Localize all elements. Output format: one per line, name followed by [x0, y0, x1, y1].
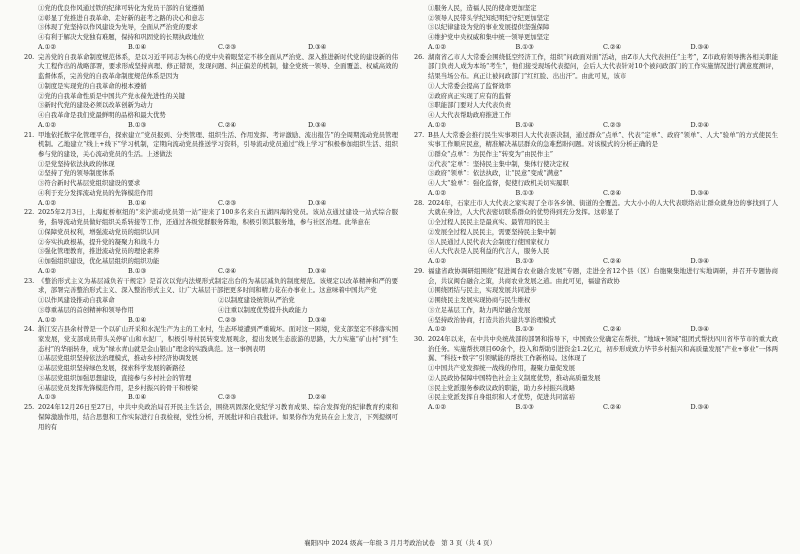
answer-option: C.②④ — [603, 188, 622, 197]
statement-line: ②围绕民主发展实现协商与民生维权 — [428, 296, 531, 305]
answer-option: C.②④ — [218, 120, 237, 129]
answer-option: D.③④ — [308, 266, 327, 275]
answer-option: A.①② — [38, 198, 57, 207]
statement-line: ③民主党派服务参政议政的职能，助力乡村振兴战略 — [428, 383, 575, 392]
question-number: 21. — [24, 130, 35, 139]
statement-line: ③符合新时代基层党组织建设的要求 — [38, 179, 141, 188]
statement-line: ②夯实执政根基，提升党的凝聚力和战斗力 — [38, 237, 160, 246]
answer-options — [24, 43, 398, 53]
answer-option: A.①② — [38, 266, 57, 275]
question-text: 福建省政协调研组围绕“促进闽台农业融合发展”专题，走进全省12个县（区）台胞聚集地进行实地调研，并召开专题协商会，共议闽台融合之策，共商农业发展之道。由此可见，福建省政协 — [428, 266, 778, 285]
statement-line: ④维护党中央权威和集中统一领导更加坚定 — [428, 33, 550, 42]
statement-line: ③人民通过人民代表大会制度行使国家权力 — [428, 237, 550, 246]
statement-line: ④基层党员发挥先锋模范作用，是乡村振兴的骨干和桥梁 — [38, 383, 198, 392]
question-text: 2024年12月26日至27日，中共中央政治局召开民主生活会，围绕巩固深化党纪学习教育成果、综合发挥党的纪律教育约束和保障激励作用，结合思想和工作实际进行自我检视，党性分析，开展批评和自我批评。如果你作为党员在会上发言，下列提纲可用的有 — [38, 403, 398, 431]
question-text: 2024年以来，在中共中央统战部的部署和指导下，中国致公党确定在帮扶、“地域+领域”组团式帮扶四川省毕节市的重大政治任务。实施帮扶项目60余个，投入和帮助引进资金1.2亿元，初步形成致力毕节乡村振兴和高质量发展“产业+事业”一体两翼、“科技+数字”引领赋能的帮扶工作新格局。这体现了 — [428, 334, 778, 363]
question-block — [24, 131, 398, 209]
answer-option: B.①③ — [515, 403, 534, 412]
question-block — [414, 267, 778, 335]
statement-line: ④利于充分发挥流动党员的先锋模范作用 — [38, 188, 154, 197]
answer-option: C.②④ — [603, 325, 622, 334]
answer-options — [414, 121, 778, 131]
answer-option: B.①④ — [128, 393, 147, 402]
answer-option: D.③④ — [308, 315, 327, 324]
question-text: 2025年2月3日，上海虹桥枢纽的“来沪流动党员第一站”迎来了100多名来自五湖四海的党员。该站点通过建设一站式综合服务，指导流动党员做好组织关系转接等工作，还通过各级党群服务阵地，积极引领其服务地，参与社区治理。此举意在 — [38, 208, 398, 227]
question-stem — [414, 267, 778, 286]
answer-option: A.①② — [428, 403, 447, 412]
statement-line: ②基层党组织坚持绿色发展，探索科学发展的新路径 — [38, 364, 185, 373]
question-number: 26. — [414, 52, 425, 61]
answer-option: D.③④ — [690, 325, 709, 334]
answer-option: D.③④ — [308, 198, 327, 207]
statement-line: ④人大代表帮助政府推进工作 — [428, 111, 512, 120]
answer-option: B.①③ — [515, 325, 534, 334]
answer-option: B.①④ — [515, 120, 534, 129]
question-number: 22. — [24, 208, 35, 217]
answer-options — [24, 393, 398, 403]
answer-options — [24, 267, 398, 277]
question-block — [24, 53, 398, 131]
question-block — [414, 199, 778, 267]
answer-option: B.①④ — [128, 315, 147, 324]
statement-line: ④民主党派发挥自身组织和人才优势，促进共同富裕 — [428, 393, 575, 402]
right-column — [414, 4, 778, 413]
question-number: 30. — [414, 334, 425, 343]
question-stem — [24, 208, 398, 227]
statement-grid — [24, 296, 398, 315]
question-stem — [24, 131, 398, 160]
statement-line: ③职能部门要对人大代表负责 — [428, 101, 512, 110]
answer-option: B.①③ — [128, 266, 147, 275]
statement-line: ②领导人民带头学纪知纪明纪守纪更加坚定 — [428, 13, 550, 22]
question-number: 25. — [24, 403, 35, 412]
statement-line: ③体现了党坚持以作风建设为先导，全面从严治党的要求 — [38, 23, 198, 32]
answer-option: D.③④ — [690, 403, 709, 412]
statement-line: ①全过程人民民主是最真实、最管用的民主 — [428, 218, 550, 227]
statement-line: ②以制度建设统领从严治党 — [218, 296, 295, 305]
answer-option: C.②③ — [603, 120, 622, 129]
statement-line: ①制度是实现党的自我革命的根本遵循 — [38, 81, 147, 90]
answer-option: D.②④ — [308, 393, 327, 402]
answer-option: B.①④ — [128, 198, 147, 207]
answer-option: C.②③ — [218, 315, 237, 324]
statement-line: ③基层党组织加强思想建设，直接参与乡村社会的管理 — [38, 373, 192, 382]
statement-line: ③以纪律建设为党的事业发展提供坚强保障 — [428, 23, 550, 32]
question-number: 20. — [24, 52, 35, 61]
answer-options — [414, 189, 778, 199]
left-column — [24, 4, 398, 432]
question-text: 2024年，石家庄市人大代表之家实现了全市各乡镇、街道的全覆盖。大大小小的人大代表联络站让群众就身边的事找到了人大就在身边，人大代表密切联系群众的优势得到充分发挥。这彰显了 — [428, 198, 778, 217]
statement-line: ①围绕团结与民主，实现发展共同进步 — [428, 286, 537, 295]
question-block — [414, 131, 778, 199]
statement-line: ④加强组织建设，优化基层组织的组织功能 — [38, 257, 160, 266]
statement-line: ④注重以制度优势提升执政能力 — [218, 305, 308, 314]
page-footer: 襄阳四中 2024 级高一年级 3 月月考政治试卷 第 3 页（共 4 页） — [304, 539, 496, 548]
answer-option: D.③④ — [308, 120, 327, 129]
statement-line: ①基层党组织坚持依法治理模式，推动乡村经济协调发展 — [38, 354, 198, 363]
answer-option: C.②③ — [218, 42, 237, 51]
statement-line: ②人民政协保障中国特色社会主义制度优势，推动高质量发展 — [428, 373, 601, 382]
answer-option: D.③④ — [690, 188, 709, 197]
statement-line: ①以作风建设推动自我革命 — [38, 296, 115, 305]
question-number: 24. — [24, 325, 35, 334]
statement-line: ④人大“验单”：强化监督，促使行政机关切实履职 — [428, 179, 569, 188]
statement-line: ③强化管理教育，推进流动党员的理论素养 — [38, 247, 160, 256]
statement-line: ②政府真正实现了应有的监督 — [428, 91, 512, 100]
statement-line: ④坚持政治协商，打造共治共建共享治理模式 — [428, 315, 556, 324]
answer-option: A.①② — [428, 325, 447, 334]
answer-options — [24, 316, 398, 326]
answer-option: B.①③ — [515, 257, 534, 266]
statement-line: ①服务人民，造福人民的使命更加坚定 — [428, 4, 537, 12]
answer-option: A.①② — [428, 257, 447, 266]
answer-option: A.①② — [38, 42, 57, 51]
question-stem — [24, 403, 398, 432]
statement-line: ③政府“领单”：依法执政，让“民意”变成“满意” — [428, 169, 563, 178]
question-number: 23. — [24, 276, 35, 285]
question-number: 28. — [414, 198, 425, 207]
answer-option: A.①② — [38, 315, 57, 324]
answer-option: A.①② — [428, 42, 447, 51]
question-block — [24, 403, 398, 432]
answer-option: B.①③ — [515, 42, 534, 51]
statement-line: ①群众“点单”：为民作主”转变为“由民作主” — [428, 150, 553, 159]
answer-option: A.①③ — [38, 393, 57, 402]
answer-option: B.①③ — [128, 120, 147, 129]
question-block — [24, 325, 398, 403]
statement-line: ①保障党员权利，增强流动党员的组织认同 — [38, 227, 160, 236]
question-stem — [414, 335, 778, 364]
question-block — [24, 208, 398, 276]
question-text: 《整治形式主义为基层减负若干规定》是首次以党内法规形式制定出台的为基层减负的制度规范。该规定以改革精神和严的要求，部署完善整治形式主义、深入整治形式主义、让广大基层干部把更多时间和精力花在办事业上。这意味着中国共产党 — [38, 276, 398, 295]
statement-line: ③立足基层工作，助力两岸融合发展 — [428, 305, 531, 314]
statement-line: ①党的优良作风通过铁的纪律可转化为党员干部的自觉遵循 — [38, 4, 205, 12]
question-block — [414, 4, 778, 53]
statement-line: ③尊重基层的首创精神和领导作用 — [38, 305, 134, 314]
statement-line: ②彰显了党推进自我革命、走好新的赶考之路的决心和意志 — [38, 13, 205, 22]
answer-option: B.①③ — [515, 188, 534, 197]
statement-line: ②发展全过程人民民主，需要坚持民主集中制 — [428, 227, 556, 236]
answer-options — [24, 199, 398, 209]
answer-option: B.①④ — [128, 42, 147, 51]
question-stem — [24, 277, 398, 296]
answer-options — [414, 403, 778, 413]
statement-line: ③新时代党的建设必须以改革创新为动力 — [38, 101, 154, 110]
answer-option: C.②④ — [218, 266, 237, 275]
question-block — [24, 4, 398, 53]
answer-option: D.③④ — [308, 42, 327, 51]
statement-line: ②坚持了党的领导制度体系 — [38, 169, 115, 178]
question-text: 甲地依托数字化管理平台，探索建立“党员报到、分类管理、组织生活、作用发挥、考评激励、流出报告”的全周期流动党员管理机制。乙地建立“线上+线下”学习机制，定期向流动党员推送学习资料，引导流动党员通过“线上学习”积极参加组织生活、组织参与党的建设，关心流动党员的生活。上述做法 — [38, 130, 398, 159]
answer-options — [414, 257, 778, 267]
answer-option: A.①② — [428, 188, 447, 197]
answer-option: C.②④ — [603, 257, 622, 266]
question-stem — [414, 199, 778, 218]
answer-options — [414, 43, 778, 53]
question-text: 湖南省乙市人大常委会围绕低空经济工作，组织“问政面对面”活动，由Z市人大代表担任“主考”，Z市政府领导携各相关职能部门负责人成为本场“考生”，他们接受现场代表提问，会后人大代表针对10个被问政部门的工作实施情况进行满意度测评，结果当场公布。真正让被问政部门“红红脸、出出汗”。由此可见，该市 — [428, 52, 778, 81]
question-stem — [414, 131, 778, 150]
answer-option: C.②④ — [603, 42, 622, 51]
question-number: 27. — [414, 130, 425, 139]
question-text: B县人大常委会推行民生实事项目人大代表票决制，通过群众“点单”、代表“定单”、政府“领单”、人大“验单”的方式使民生实事工作顺应民意，精准解决基层群众的急难愁盼问题。对该模式的分析正确的是 — [428, 130, 778, 149]
question-stem — [414, 53, 778, 82]
question-block — [414, 53, 778, 131]
question-text: 浙江安吉县余村曾是一个以矿山开采和水泥生产为主的工业村，生态环境遭到严重破坏。面对这一困境，党支部坚定不移落实国家发展，党支部成员带头关停矿山和水泥厂，积极引导村民转变发展观念，提出发展生态旅游的思路，大力实施“矿山村”到“生态村”的华丽转身，成为“绿水青山就是金山银山”理念的实践典范。这一事例表明 — [38, 325, 398, 353]
question-block — [414, 335, 778, 413]
answer-option: D.③④ — [690, 257, 709, 266]
answer-option: A.①② — [38, 120, 57, 129]
answer-option: D.③④ — [690, 42, 709, 51]
question-stem — [24, 53, 398, 82]
answer-option: C.②④ — [603, 403, 622, 412]
statement-line: ①人大常委会提高了监督效率 — [428, 81, 512, 90]
answer-option: C.②③ — [218, 393, 237, 402]
answer-options — [24, 121, 398, 131]
answer-options — [414, 325, 778, 335]
statement-line: ①中国共产党发挥统一战线的作用，凝聚力量促发展 — [428, 364, 575, 373]
statement-line: ④自我革命是我们党最鲜明的品格和最大优势 — [38, 111, 166, 120]
statement-line: ④人大代表是人民利益的代言人，服务人民 — [428, 247, 550, 256]
answer-option: A.①② — [428, 120, 447, 129]
statement-line: ④有利于解决大党独有难题，保持和巩固党的长期执政地位 — [38, 33, 205, 42]
statement-line: ②党的自我革命性质是中国共产党永葆先进性的关键 — [38, 91, 185, 100]
answer-option: C.②③ — [218, 198, 237, 207]
question-stem — [24, 325, 398, 354]
question-number: 29. — [414, 266, 425, 275]
question-text: 完善党的自我革命制度规范体系，是以习近平同志为核心的党中央着眼坚定不移全面从严治党、深入推进新时代党的建设新的伟大工程作出的战略部署，要求形成坚持真理、修正错误，发现问题、纠正偏差的机制，健全党统一领导、全面覆盖、权威高效的监督体系，完善党的自我革命制度规范体系是因为 — [38, 52, 398, 81]
statement-line: ①是党坚持依法执政的体现 — [38, 159, 115, 168]
question-block — [24, 277, 398, 326]
answer-option: D.②④ — [690, 120, 709, 129]
statement-line: ②代表“定单”：坚持民主集中制，集体行使决定权 — [428, 159, 569, 168]
